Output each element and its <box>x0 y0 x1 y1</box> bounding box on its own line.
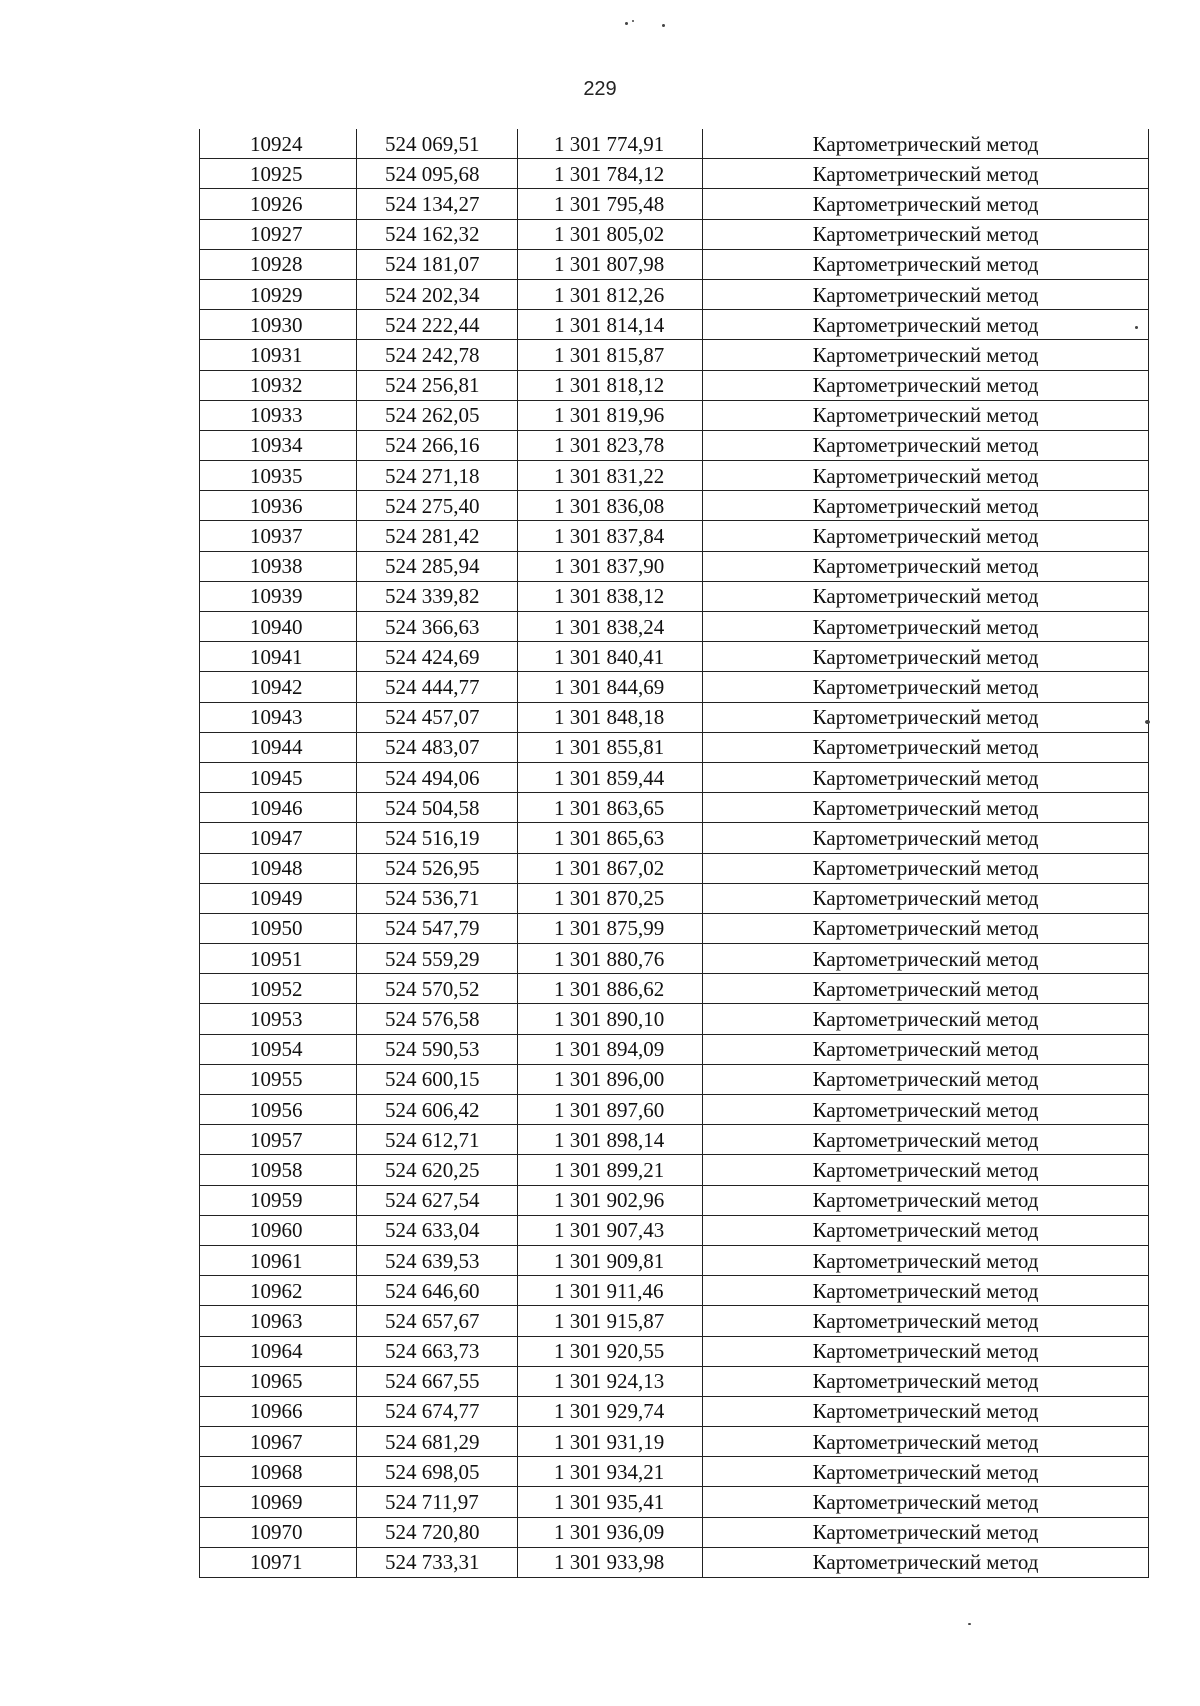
y-coordinate-cell: 1 301 865,63 <box>518 823 703 853</box>
table-row <box>200 1215 1149 1245</box>
method-cell: Картометрический метод <box>703 1034 1149 1064</box>
point-id-cell: 10936 <box>200 491 357 521</box>
y-coordinate-cell: 1 301 807,98 <box>518 249 703 279</box>
point-id-cell: 10952 <box>200 974 357 1004</box>
point-id-cell: 10945 <box>200 762 357 792</box>
x-coordinate-cell: 524 526,95 <box>357 853 518 883</box>
x-coordinate-cell: 524 711,97 <box>357 1487 518 1517</box>
y-coordinate-cell: 1 301 795,48 <box>518 189 703 219</box>
method-cell: Картометрический метод <box>703 1487 1149 1517</box>
point-id-cell: 10942 <box>200 672 357 702</box>
method-cell: Картометрический метод <box>703 762 1149 792</box>
x-coordinate-cell: 524 366,63 <box>357 612 518 642</box>
method-cell: Картометрический метод <box>703 1064 1149 1094</box>
point-id-cell: 10951 <box>200 944 357 974</box>
method-cell: Картометрический метод <box>703 1457 1149 1487</box>
y-coordinate-cell: 1 301 899,21 <box>518 1155 703 1185</box>
table-row <box>200 1125 1149 1155</box>
table-row <box>200 1095 1149 1125</box>
table-row <box>200 1487 1149 1517</box>
method-cell: Картометрический метод <box>703 1155 1149 1185</box>
x-coordinate-cell: 524 271,18 <box>357 461 518 491</box>
x-coordinate-cell: 524 285,94 <box>357 551 518 581</box>
table-row <box>200 1306 1149 1336</box>
y-coordinate-cell: 1 301 936,09 <box>518 1517 703 1547</box>
y-coordinate-cell: 1 301 774,91 <box>518 129 703 159</box>
point-id-cell: 10948 <box>200 853 357 883</box>
method-cell: Картометрический метод <box>703 1125 1149 1155</box>
y-coordinate-cell: 1 301 902,96 <box>518 1185 703 1215</box>
method-cell: Картометрический метод <box>703 129 1149 159</box>
point-id-cell: 10944 <box>200 732 357 762</box>
coordinates-table <box>199 129 1149 1578</box>
scan-speck <box>625 22 628 25</box>
table-row <box>200 1336 1149 1366</box>
point-id-cell: 10938 <box>200 551 357 581</box>
y-coordinate-cell: 1 301 840,41 <box>518 642 703 672</box>
method-cell: Картометрический метод <box>703 370 1149 400</box>
point-id-cell: 10927 <box>200 219 357 249</box>
method-cell: Картометрический метод <box>703 1517 1149 1547</box>
x-coordinate-cell: 524 339,82 <box>357 581 518 611</box>
table-row <box>200 974 1149 1004</box>
point-id-cell: 10949 <box>200 883 357 913</box>
method-cell: Картометрический метод <box>703 279 1149 309</box>
method-cell: Картометрический метод <box>703 823 1149 853</box>
table-row <box>200 702 1149 732</box>
y-coordinate-cell: 1 301 837,90 <box>518 551 703 581</box>
y-coordinate-cell: 1 301 838,24 <box>518 612 703 642</box>
method-cell: Картометрический метод <box>703 1185 1149 1215</box>
point-id-cell: 10968 <box>200 1457 357 1487</box>
x-coordinate-cell: 524 698,05 <box>357 1457 518 1487</box>
y-coordinate-cell: 1 301 933,98 <box>518 1547 703 1577</box>
method-cell: Картометрический метод <box>703 1547 1149 1577</box>
y-coordinate-cell: 1 301 907,43 <box>518 1215 703 1245</box>
x-coordinate-cell: 524 536,71 <box>357 883 518 913</box>
y-coordinate-cell: 1 301 897,60 <box>518 1095 703 1125</box>
y-coordinate-cell: 1 301 880,76 <box>518 944 703 974</box>
scan-speck <box>662 24 665 27</box>
point-id-cell: 10937 <box>200 521 357 551</box>
x-coordinate-cell: 524 181,07 <box>357 249 518 279</box>
y-coordinate-cell: 1 301 894,09 <box>518 1034 703 1064</box>
point-id-cell: 10946 <box>200 793 357 823</box>
x-coordinate-cell: 524 095,68 <box>357 159 518 189</box>
method-cell: Картометрический метод <box>703 1336 1149 1366</box>
y-coordinate-cell: 1 301 784,12 <box>518 159 703 189</box>
method-cell: Картометрический метод <box>703 944 1149 974</box>
x-coordinate-cell: 524 162,32 <box>357 219 518 249</box>
point-id-cell: 10958 <box>200 1155 357 1185</box>
table-row <box>200 370 1149 400</box>
method-cell: Картометрический метод <box>703 189 1149 219</box>
x-coordinate-cell: 524 600,15 <box>357 1064 518 1094</box>
y-coordinate-cell: 1 301 909,81 <box>518 1245 703 1275</box>
x-coordinate-cell: 524 633,04 <box>357 1215 518 1245</box>
x-coordinate-cell: 524 612,71 <box>357 1125 518 1155</box>
x-coordinate-cell: 524 256,81 <box>357 370 518 400</box>
table-row <box>200 732 1149 762</box>
y-coordinate-cell: 1 301 875,99 <box>518 913 703 943</box>
method-cell: Картометрический метод <box>703 1306 1149 1336</box>
table-row <box>200 1064 1149 1094</box>
x-coordinate-cell: 524 547,79 <box>357 913 518 943</box>
x-coordinate-cell: 524 516,19 <box>357 823 518 853</box>
x-coordinate-cell: 524 646,60 <box>357 1276 518 1306</box>
method-cell: Картометрический метод <box>703 249 1149 279</box>
y-coordinate-cell: 1 301 848,18 <box>518 702 703 732</box>
y-coordinate-cell: 1 301 911,46 <box>518 1276 703 1306</box>
table-row <box>200 823 1149 853</box>
x-coordinate-cell: 524 627,54 <box>357 1185 518 1215</box>
table-row <box>200 219 1149 249</box>
point-id-cell: 10969 <box>200 1487 357 1517</box>
table-row <box>200 189 1149 219</box>
table-row <box>200 249 1149 279</box>
method-cell: Картометрический метод <box>703 521 1149 551</box>
x-coordinate-cell: 524 681,29 <box>357 1427 518 1457</box>
point-id-cell: 10956 <box>200 1095 357 1125</box>
method-cell: Картометрический метод <box>703 1095 1149 1125</box>
point-id-cell: 10965 <box>200 1366 357 1396</box>
method-cell: Картометрический метод <box>703 491 1149 521</box>
point-id-cell: 10957 <box>200 1125 357 1155</box>
x-coordinate-cell: 524 576,58 <box>357 1004 518 1034</box>
table-row <box>200 129 1149 159</box>
point-id-cell: 10966 <box>200 1396 357 1426</box>
x-coordinate-cell: 524 674,77 <box>357 1396 518 1426</box>
x-coordinate-cell: 524 222,44 <box>357 310 518 340</box>
table-row <box>200 1457 1149 1487</box>
point-id-cell: 10954 <box>200 1034 357 1064</box>
y-coordinate-cell: 1 301 898,14 <box>518 1125 703 1155</box>
method-cell: Картометрический метод <box>703 913 1149 943</box>
table-row <box>200 430 1149 460</box>
point-id-cell: 10963 <box>200 1306 357 1336</box>
table-row <box>200 159 1149 189</box>
x-coordinate-cell: 524 262,05 <box>357 400 518 430</box>
x-coordinate-cell: 524 483,07 <box>357 732 518 762</box>
x-coordinate-cell: 524 266,16 <box>357 430 518 460</box>
x-coordinate-cell: 524 281,42 <box>357 521 518 551</box>
point-id-cell: 10940 <box>200 612 357 642</box>
point-id-cell: 10943 <box>200 702 357 732</box>
method-cell: Картометрический метод <box>703 672 1149 702</box>
y-coordinate-cell: 1 301 805,02 <box>518 219 703 249</box>
point-id-cell: 10961 <box>200 1245 357 1275</box>
table-row <box>200 491 1149 521</box>
point-id-cell: 10935 <box>200 461 357 491</box>
point-id-cell: 10924 <box>200 129 357 159</box>
table-row <box>200 1427 1149 1457</box>
method-cell: Картометрический метод <box>703 1276 1149 1306</box>
x-coordinate-cell: 524 663,73 <box>357 1336 518 1366</box>
table-row <box>200 1245 1149 1275</box>
scan-speck <box>632 20 634 22</box>
point-id-cell: 10939 <box>200 581 357 611</box>
point-id-cell: 10928 <box>200 249 357 279</box>
x-coordinate-cell: 524 242,78 <box>357 340 518 370</box>
table-row <box>200 1185 1149 1215</box>
x-coordinate-cell: 524 504,58 <box>357 793 518 823</box>
y-coordinate-cell: 1 301 896,00 <box>518 1064 703 1094</box>
point-id-cell: 10933 <box>200 400 357 430</box>
table-body <box>200 129 1149 1578</box>
x-coordinate-cell: 524 559,29 <box>357 944 518 974</box>
table-row <box>200 642 1149 672</box>
table-row <box>200 1155 1149 1185</box>
x-coordinate-cell: 524 275,40 <box>357 491 518 521</box>
x-coordinate-cell: 524 657,67 <box>357 1306 518 1336</box>
y-coordinate-cell: 1 301 844,69 <box>518 672 703 702</box>
x-coordinate-cell: 524 606,42 <box>357 1095 518 1125</box>
y-coordinate-cell: 1 301 931,19 <box>518 1427 703 1457</box>
method-cell: Картометрический метод <box>703 340 1149 370</box>
table-row <box>200 1004 1149 1034</box>
point-id-cell: 10955 <box>200 1064 357 1094</box>
method-cell: Картометрический метод <box>703 612 1149 642</box>
point-id-cell: 10934 <box>200 430 357 460</box>
coordinates-table-container <box>199 129 1148 1578</box>
method-cell: Картометрический метод <box>703 853 1149 883</box>
x-coordinate-cell: 524 134,27 <box>357 189 518 219</box>
scan-speck <box>1135 326 1138 329</box>
table-row <box>200 1547 1149 1577</box>
method-cell: Картометрический метод <box>703 1215 1149 1245</box>
y-coordinate-cell: 1 301 867,02 <box>518 853 703 883</box>
table-row <box>200 944 1149 974</box>
table-row <box>200 1517 1149 1547</box>
point-id-cell: 10947 <box>200 823 357 853</box>
x-coordinate-cell: 524 639,53 <box>357 1245 518 1275</box>
table-row <box>200 1396 1149 1426</box>
table-row <box>200 521 1149 551</box>
y-coordinate-cell: 1 301 823,78 <box>518 430 703 460</box>
y-coordinate-cell: 1 301 920,55 <box>518 1336 703 1366</box>
method-cell: Картометрический метод <box>703 1396 1149 1426</box>
method-cell: Картометрический метод <box>703 974 1149 1004</box>
method-cell: Картометрический метод <box>703 1427 1149 1457</box>
method-cell: Картометрический метод <box>703 793 1149 823</box>
method-cell: Картометрический метод <box>703 219 1149 249</box>
table-row <box>200 1366 1149 1396</box>
table-row <box>200 340 1149 370</box>
y-coordinate-cell: 1 301 924,13 <box>518 1366 703 1396</box>
method-cell: Картометрический метод <box>703 400 1149 430</box>
table-row <box>200 793 1149 823</box>
point-id-cell: 10950 <box>200 913 357 943</box>
point-id-cell: 10925 <box>200 159 357 189</box>
table-row <box>200 310 1149 340</box>
method-cell: Картометрический метод <box>703 732 1149 762</box>
scan-speck <box>1145 720 1150 724</box>
point-id-cell: 10967 <box>200 1427 357 1457</box>
point-id-cell: 10960 <box>200 1215 357 1245</box>
point-id-cell: 10932 <box>200 370 357 400</box>
x-coordinate-cell: 524 069,51 <box>357 129 518 159</box>
table-row <box>200 612 1149 642</box>
method-cell: Картометрический метод <box>703 159 1149 189</box>
point-id-cell: 10970 <box>200 1517 357 1547</box>
point-id-cell: 10926 <box>200 189 357 219</box>
table-row <box>200 853 1149 883</box>
y-coordinate-cell: 1 301 890,10 <box>518 1004 703 1034</box>
x-coordinate-cell: 524 444,77 <box>357 672 518 702</box>
y-coordinate-cell: 1 301 935,41 <box>518 1487 703 1517</box>
point-id-cell: 10962 <box>200 1276 357 1306</box>
y-coordinate-cell: 1 301 818,12 <box>518 370 703 400</box>
table-row <box>200 1034 1149 1064</box>
table-row <box>200 461 1149 491</box>
scan-speck <box>968 1623 971 1625</box>
table-row <box>200 883 1149 913</box>
y-coordinate-cell: 1 301 831,22 <box>518 461 703 491</box>
x-coordinate-cell: 524 494,06 <box>357 762 518 792</box>
point-id-cell: 10930 <box>200 310 357 340</box>
point-id-cell: 10929 <box>200 279 357 309</box>
x-coordinate-cell: 524 202,34 <box>357 279 518 309</box>
method-cell: Картометрический метод <box>703 883 1149 913</box>
method-cell: Картометрический метод <box>703 310 1149 340</box>
method-cell: Картометрический метод <box>703 642 1149 672</box>
x-coordinate-cell: 524 720,80 <box>357 1517 518 1547</box>
y-coordinate-cell: 1 301 915,87 <box>518 1306 703 1336</box>
x-coordinate-cell: 524 620,25 <box>357 1155 518 1185</box>
y-coordinate-cell: 1 301 886,62 <box>518 974 703 1004</box>
y-coordinate-cell: 1 301 934,21 <box>518 1457 703 1487</box>
x-coordinate-cell: 524 733,31 <box>357 1547 518 1577</box>
method-cell: Картометрический метод <box>703 1366 1149 1396</box>
y-coordinate-cell: 1 301 863,65 <box>518 793 703 823</box>
table-row <box>200 279 1149 309</box>
table-row <box>200 581 1149 611</box>
x-coordinate-cell: 524 424,69 <box>357 642 518 672</box>
method-cell: Картометрический метод <box>703 461 1149 491</box>
point-id-cell: 10964 <box>200 1336 357 1366</box>
table-row <box>200 913 1149 943</box>
point-id-cell: 10959 <box>200 1185 357 1215</box>
table-row <box>200 762 1149 792</box>
method-cell: Картометрический метод <box>703 1004 1149 1034</box>
point-id-cell: 10931 <box>200 340 357 370</box>
x-coordinate-cell: 524 457,07 <box>357 702 518 732</box>
table-row <box>200 400 1149 430</box>
y-coordinate-cell: 1 301 819,96 <box>518 400 703 430</box>
y-coordinate-cell: 1 301 812,26 <box>518 279 703 309</box>
method-cell: Картометрический метод <box>703 430 1149 460</box>
point-id-cell: 10971 <box>200 1547 357 1577</box>
table-row <box>200 1276 1149 1306</box>
y-coordinate-cell: 1 301 837,84 <box>518 521 703 551</box>
y-coordinate-cell: 1 301 859,44 <box>518 762 703 792</box>
y-coordinate-cell: 1 301 870,25 <box>518 883 703 913</box>
point-id-cell: 10941 <box>200 642 357 672</box>
table-row <box>200 672 1149 702</box>
point-id-cell: 10953 <box>200 1004 357 1034</box>
y-coordinate-cell: 1 301 929,74 <box>518 1396 703 1426</box>
y-coordinate-cell: 1 301 836,08 <box>518 491 703 521</box>
y-coordinate-cell: 1 301 814,14 <box>518 310 703 340</box>
y-coordinate-cell: 1 301 838,12 <box>518 581 703 611</box>
method-cell: Картометрический метод <box>703 1245 1149 1275</box>
table-row <box>200 551 1149 581</box>
method-cell: Картометрический метод <box>703 702 1149 732</box>
method-cell: Картометрический метод <box>703 551 1149 581</box>
x-coordinate-cell: 524 590,53 <box>357 1034 518 1064</box>
x-coordinate-cell: 524 667,55 <box>357 1366 518 1396</box>
method-cell: Картометрический метод <box>703 581 1149 611</box>
page-number: 229 <box>583 78 617 100</box>
x-coordinate-cell: 524 570,52 <box>357 974 518 1004</box>
y-coordinate-cell: 1 301 855,81 <box>518 732 703 762</box>
y-coordinate-cell: 1 301 815,87 <box>518 340 703 370</box>
